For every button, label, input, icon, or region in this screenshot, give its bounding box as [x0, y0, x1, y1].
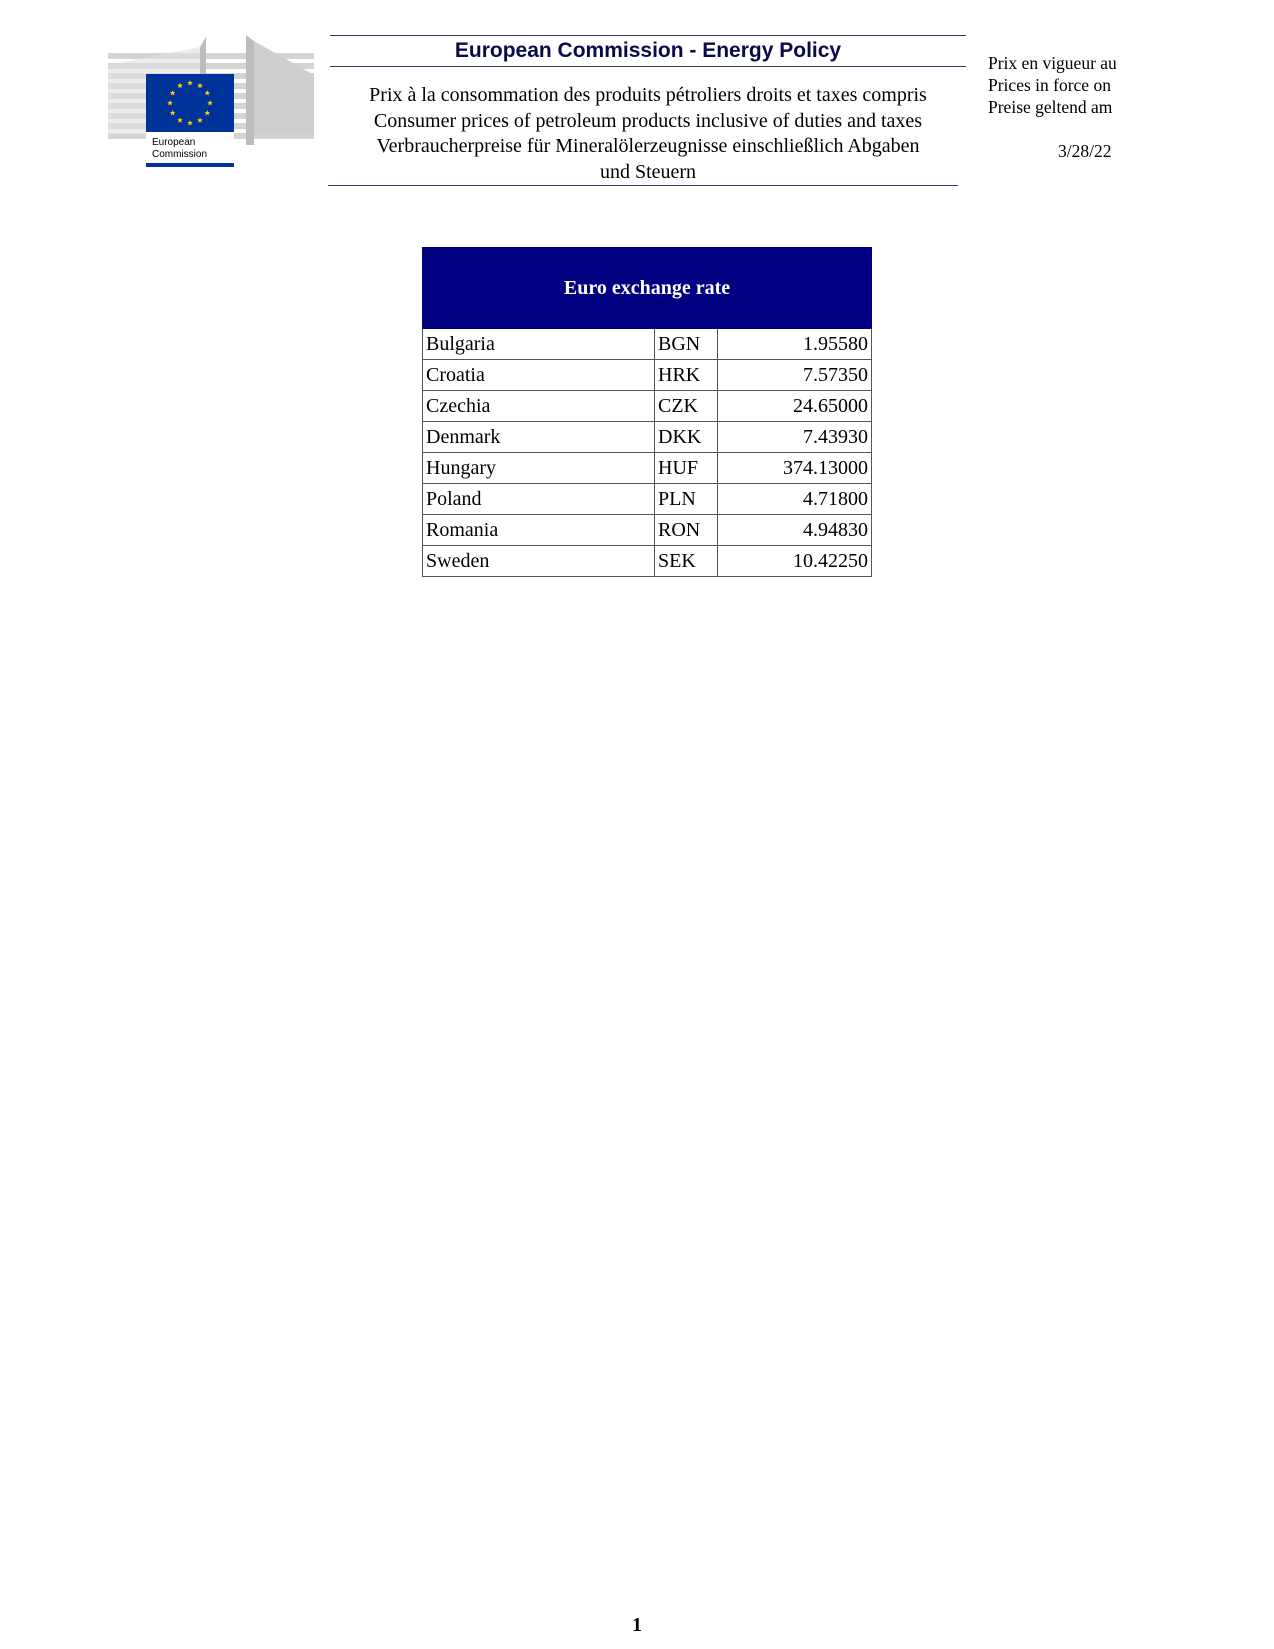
- rate-cell: 1.95580: [718, 329, 872, 360]
- header-rule-top: [330, 35, 966, 36]
- logo-text-european: European: [152, 137, 196, 148]
- table-row: [423, 484, 872, 515]
- currency-code-cell: SEK: [655, 546, 718, 577]
- currency-code-cell: BGN: [655, 329, 718, 360]
- table-row: [423, 329, 872, 360]
- currency-code-cell: HUF: [655, 453, 718, 484]
- rate-cell: 4.94830: [718, 515, 872, 546]
- currency-code-cell: DKK: [655, 422, 718, 453]
- subtitle-line-fr: Prix à la consommation des produits pétroliers droits et taxes compris: [369, 84, 927, 106]
- exchange-rate-table: [422, 247, 872, 577]
- country-cell: Czechia: [423, 391, 655, 422]
- country-cell: Sweden: [423, 546, 655, 577]
- table-row: [423, 391, 872, 422]
- country-cell: Croatia: [423, 360, 655, 391]
- country-cell: Poland: [423, 484, 655, 515]
- table-row: [423, 453, 872, 484]
- prices-in-force-labels: [988, 52, 1117, 118]
- currency-code-cell: CZK: [655, 391, 718, 422]
- table-header-row: [423, 248, 872, 329]
- rate-cell: 10.42250: [718, 546, 872, 577]
- subtitle-line-de-cont: und Steuern: [599, 160, 697, 183]
- header-rule-middle: [330, 66, 966, 67]
- rate-cell: 7.43930: [718, 422, 872, 453]
- european-commission-logo: [108, 35, 314, 175]
- page-number: 1: [632, 1614, 642, 1636]
- currency-code-cell: RON: [655, 515, 718, 546]
- header-rule-bottom: [328, 185, 958, 186]
- rate-cell: 4.71800: [718, 484, 872, 515]
- country-cell: Bulgaria: [423, 329, 655, 360]
- country-cell: Denmark: [423, 422, 655, 453]
- rate-cell: 374.13000: [718, 453, 872, 484]
- currency-code-cell: PLN: [655, 484, 718, 515]
- country-cell: Romania: [423, 515, 655, 546]
- subtitle-line-en: Consumer prices of petroleum products inclusive of duties and taxes: [373, 109, 923, 132]
- table-row: [423, 360, 872, 391]
- table-row: [423, 515, 872, 546]
- rate-cell: 24.65000: [718, 391, 872, 422]
- currency-code-cell: HRK: [655, 360, 718, 391]
- price-date: 3/28/22: [1058, 141, 1112, 161]
- table-heading: Euro exchange rate: [423, 248, 872, 329]
- country-cell: Hungary: [423, 453, 655, 484]
- label-prices-in-force: Prices in force on: [988, 75, 1111, 95]
- table-row: [423, 422, 872, 453]
- logo-text-commission: Commission: [152, 149, 208, 160]
- subtitle: [330, 83, 966, 185]
- label-prix-en-vigueur: Prix en vigueur au: [988, 53, 1117, 73]
- subtitle-line-de: Verbraucherpreise für Mineralölerzeugnisse einschließlich Abgaben: [376, 135, 920, 157]
- label-preise-geltend: Preise geltend am: [988, 97, 1113, 117]
- table-row: [423, 546, 872, 577]
- page-title: European Commission - Energy Policy: [454, 39, 842, 62]
- rate-cell: 7.57350: [718, 360, 872, 391]
